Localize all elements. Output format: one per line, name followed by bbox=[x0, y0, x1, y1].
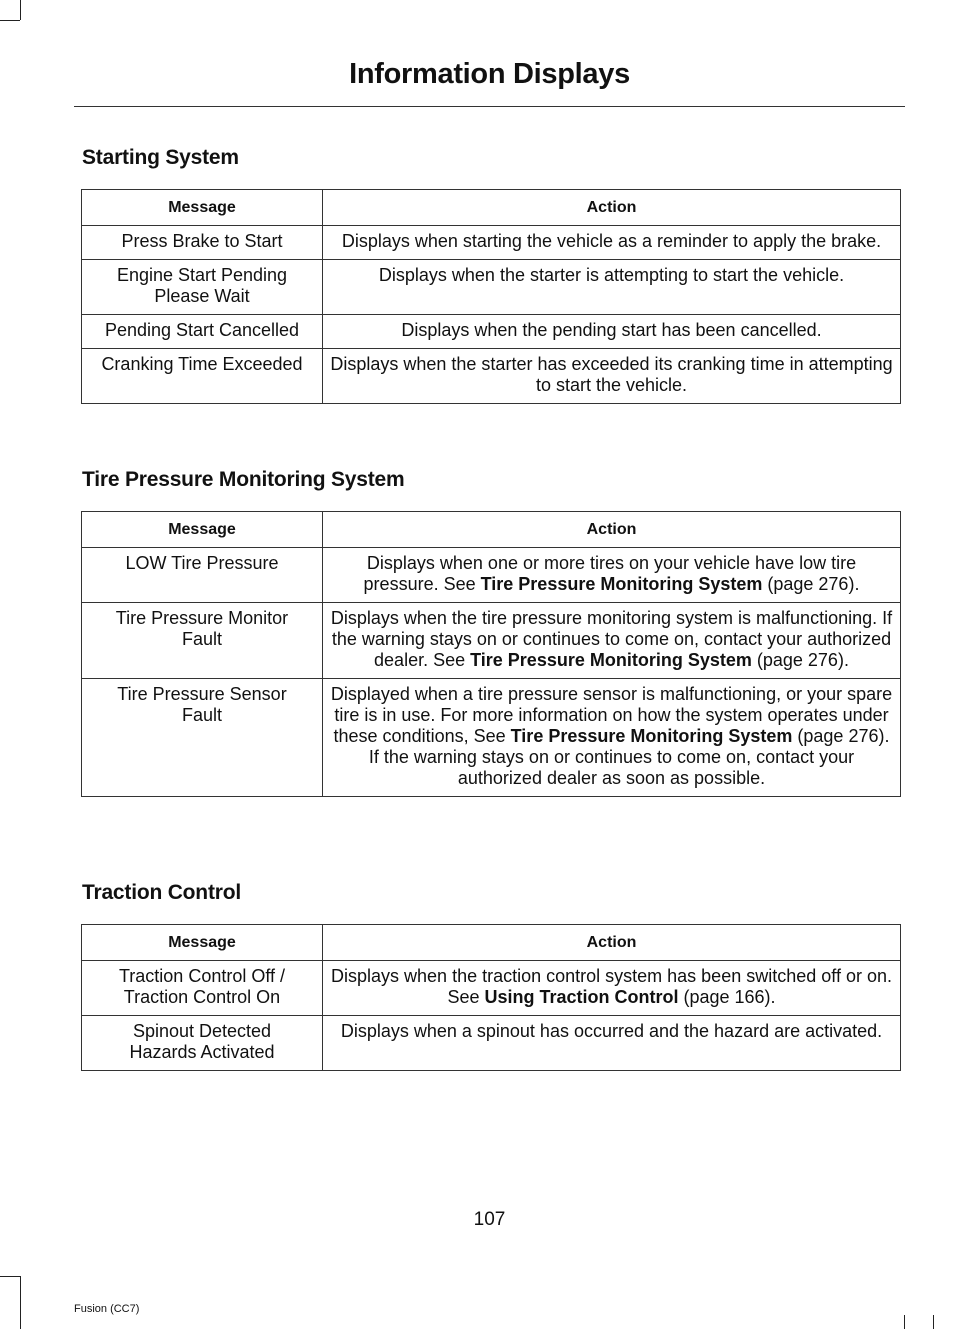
cross-reference: Tire Pressure Monitoring System bbox=[470, 650, 752, 670]
table-row bbox=[82, 603, 901, 679]
message-line: Press Brake to Start bbox=[121, 231, 283, 251]
traction-control-table bbox=[81, 924, 901, 1071]
table-row bbox=[82, 679, 901, 797]
message-cell bbox=[82, 260, 323, 315]
message-line: Fault bbox=[181, 629, 223, 649]
action-cell bbox=[323, 349, 901, 404]
action-text: Displays when a spinout has occurred and the hazard are activated. bbox=[340, 1021, 883, 1041]
crop-mark bbox=[933, 1315, 934, 1329]
starting-system-table bbox=[81, 189, 901, 404]
action-cell bbox=[323, 961, 901, 1016]
page-number: 107 bbox=[473, 1209, 506, 1230]
section-title-tire-pressure: Tire Pressure Monitoring System bbox=[82, 468, 405, 491]
action-cell bbox=[323, 548, 901, 603]
action-text: (page 276). bbox=[751, 650, 849, 670]
crop-mark bbox=[20, 1276, 21, 1329]
crop-mark bbox=[0, 1276, 20, 1277]
message-line: Engine Start Pending bbox=[116, 265, 288, 285]
cross-reference: Tire Pressure Monitoring System bbox=[480, 574, 763, 594]
column-header-action: Action bbox=[323, 925, 901, 961]
table-row bbox=[82, 260, 901, 315]
action-text: (page 276). bbox=[762, 574, 860, 594]
title-divider bbox=[74, 106, 905, 107]
message-cell bbox=[82, 548, 323, 603]
message-line: Fault bbox=[181, 705, 223, 725]
message-cell bbox=[82, 961, 323, 1016]
table-row bbox=[82, 315, 901, 349]
column-header-action: Action bbox=[323, 190, 901, 226]
tire-pressure-table bbox=[81, 511, 901, 797]
action-text: Displays when the pending start has been cancelled. bbox=[401, 320, 822, 340]
action-cell bbox=[323, 679, 901, 797]
cross-reference: Using Traction Control bbox=[484, 987, 679, 1007]
page-title: Information Displays bbox=[349, 58, 630, 90]
message-cell bbox=[82, 603, 323, 679]
message-cell bbox=[82, 226, 323, 260]
action-text: Displays when starting the vehicle as a reminder to apply the brake. bbox=[341, 231, 882, 251]
action-cell bbox=[323, 1016, 901, 1071]
column-header-message: Message bbox=[82, 190, 323, 226]
message-line: Spinout Detected bbox=[132, 1021, 272, 1041]
cross-reference: Tire Pressure Monitoring System bbox=[510, 726, 793, 746]
crop-mark bbox=[904, 1315, 905, 1329]
message-line: LOW Tire Pressure bbox=[125, 553, 279, 573]
action-cell bbox=[323, 260, 901, 315]
message-cell bbox=[82, 315, 323, 349]
section-title-traction-control: Traction Control bbox=[82, 881, 241, 904]
message-line: Tire Pressure Sensor bbox=[117, 684, 287, 704]
section-title-starting-system: Starting System bbox=[82, 146, 239, 169]
footer-model: Fusion (CC7) bbox=[74, 1303, 140, 1315]
action-text: Displays when the traction control system has been switched off or on. See bbox=[331, 966, 892, 1007]
column-header-action: Action bbox=[323, 512, 901, 548]
column-header-message: Message bbox=[82, 512, 323, 548]
message-line: Hazards Activated bbox=[129, 1042, 275, 1062]
table-row bbox=[82, 1016, 901, 1071]
message-line: Pending Start Cancelled bbox=[104, 320, 300, 340]
message-line: Please Wait bbox=[154, 286, 250, 306]
table-row bbox=[82, 548, 901, 603]
action-cell bbox=[323, 603, 901, 679]
message-cell bbox=[82, 679, 323, 797]
action-cell bbox=[323, 315, 901, 349]
action-text: (page 166). bbox=[678, 987, 776, 1007]
action-text: Displays when the starter is attempting to start the vehicle. bbox=[378, 265, 845, 285]
message-cell bbox=[82, 1016, 323, 1071]
action-text: (page 276). If the warning stays on or continues to come on, contact your authorized dealer as soon as possible. bbox=[368, 726, 890, 788]
table-row bbox=[82, 961, 901, 1016]
message-cell bbox=[82, 349, 323, 404]
action-text: Displays when the starter has exceeded its cranking time in attempting to start the vehicle. bbox=[330, 354, 893, 395]
action-text: Displays when one or more tires on your vehicle have low tire pressure. See bbox=[363, 553, 857, 594]
message-line: Cranking Time Exceeded bbox=[101, 354, 303, 374]
crop-mark bbox=[0, 20, 20, 21]
message-line: Traction Control On bbox=[123, 987, 281, 1007]
message-line: Traction Control Off / bbox=[118, 966, 286, 986]
action-text: Displays when the tire pressure monitoring system is malfunctioning. If the warning stays on or continues to come on, contact your authorized dealer. See bbox=[330, 608, 893, 670]
message-line: Tire Pressure Monitor bbox=[115, 608, 289, 628]
column-header-message: Message bbox=[82, 925, 323, 961]
action-text: Displayed when a tire pressure sensor is malfunctioning, or your spare tire is in use. For more information on how the system operates under these conditions, See bbox=[330, 684, 893, 746]
action-cell bbox=[323, 226, 901, 260]
crop-mark bbox=[20, 0, 21, 20]
table-row bbox=[82, 226, 901, 260]
table-row bbox=[82, 349, 901, 404]
